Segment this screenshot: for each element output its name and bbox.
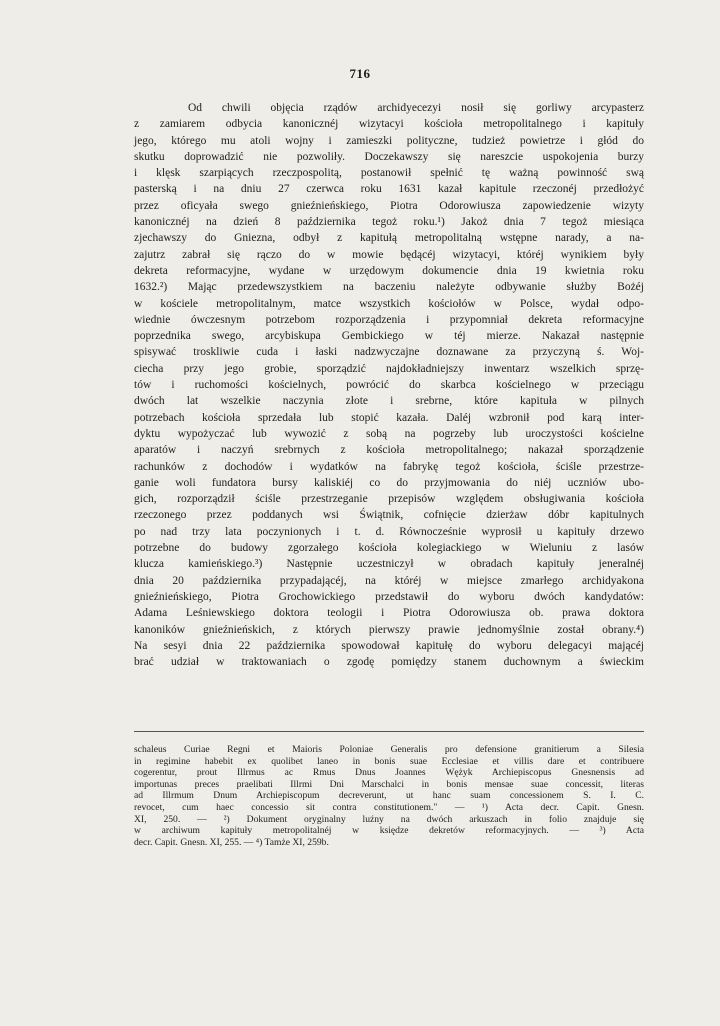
text-line: z zamiarem odbycia kanonicznéj wizytacyi kościoła metropolitalnego i kapituły bbox=[134, 118, 644, 131]
page-number: 716 bbox=[349, 66, 371, 81]
main-text bbox=[134, 100, 644, 670]
text-line: potrzebne do budowy zgorzałego kościoła kolegiackiego w Wieluniu z lasów bbox=[134, 542, 644, 555]
text-line: klucza kamieńskiego.³) Następnie uczestniczył w obradach kapituły jeneralnéj bbox=[134, 558, 644, 571]
text-line: zjechawszy do Gniezna, odbył z kapitułą metropolitalną wstępne narady, a na- bbox=[134, 232, 644, 245]
text-line: gnieźnieńskiego, Piotra Grochowickiego przedstawił do wyboru dwóch kandydatów: bbox=[134, 590, 644, 603]
text-line: tów i ruchomości kościelnych, powrócić do skarbca kościelnego w przeciągu bbox=[134, 379, 644, 392]
footnote-line: decr. Capit. Gnesn. XI, 255. — ⁴) Tamże XI, 259b. bbox=[134, 836, 329, 848]
text-line: dekreta reformacyjne, wydane w urzędowym dokumencie dnia 19 kwietnia roku bbox=[134, 264, 644, 277]
text-line: Od chwili objęcia rządów archidyecezyi nosił się gorliwy arcypasterz bbox=[188, 102, 644, 114]
text-line: brać udział w traktowaniach o zgodę pomiędzy stanem duchownym a świeckim bbox=[134, 656, 644, 669]
text-line: Adama Leśniewskiego doktora teologii i Piotra Odorowiusza ob. prawa doktora bbox=[134, 607, 644, 620]
text-line: poprzednika swego, arcybiskupa Gembickiego w téj mierze. Nakazał następnie bbox=[134, 330, 644, 343]
text-line: przez oficyała swego gnieźnieńskiego, Piotra Odorowiusza zapowiedzenie wizyty bbox=[134, 199, 644, 212]
footnote-line: importunas preces praelibati Illrmi Dni Marschalci in bonis mensae suae concessit, literas bbox=[134, 778, 644, 790]
text-line: pasterską i na dniu 27 czerwca roku 1631 kazał kapitule rzeczonéj przedłożyć bbox=[134, 183, 644, 196]
text-line: gich, rozporządził ściśle przestrzeganie przepisów względem obsługiwania kościoła bbox=[134, 493, 644, 506]
footnotes bbox=[134, 744, 644, 848]
text-line: wiednie ówczesnym potrzebom rozporządzenia i przypomniał dekreta reformacyjne bbox=[134, 313, 644, 326]
footnote-line: w archiwum kapituły metropolitalnéj w księdze dekretów reformacyjnych. — ³) Acta bbox=[134, 825, 644, 837]
text-line: aparatów i naczyń srebrnych z kościoła metropolitalnego; nakazał sporządzenie bbox=[134, 444, 644, 457]
text-line: spisywać troskliwie cuda i łaski nadzwyczajne doznawane za przyczyną ś. Woj- bbox=[134, 346, 644, 359]
text-line: ciecha przy jego grobie, sporządzić najdokładniejszy inwentarz wszelkich sprzę- bbox=[134, 362, 644, 375]
footnote-line: in regimine habebit ex quolibet laneo in bonis suae Ecclesiae et villis dare et contribuere bbox=[134, 755, 644, 767]
footnote-divider bbox=[134, 731, 644, 732]
text-line: skutku doprowadzić nie pozwoliły. Doczekawszy się nareszcie uspokojenia burzy bbox=[134, 150, 644, 163]
text-line: ganie woli fundatora bursy kaliskiéj co do przyjmowania do niéj uczniów ubo- bbox=[134, 476, 644, 489]
text-line: kanoników gnieźnieńskich, z których pierwszy prawie jednomyślnie został obrany.⁴) bbox=[134, 623, 644, 636]
text-line: 1632.²) Mając przedewszystkiem na baczeniu należyte odbywanie służby Bożéj bbox=[134, 281, 644, 294]
footnote-line: ad Illrmum Dnum Archiepiscopum decreverunt, ut hanc suam concessionem S. I. C. bbox=[134, 790, 644, 802]
footnote-line: XI, 250. — ²) Dokument oryginalny luźny na dwóch arkuszach in folio znajduje się bbox=[134, 813, 644, 825]
footnote-line: schaleus Curiae Regni et Maioris Poloniae Generalis pro defensione granitierum a Silesia bbox=[134, 744, 644, 755]
text-line: dnia 20 października przypadającéj, na któréj w miejsce zmarłego archidyakona bbox=[134, 574, 644, 587]
text-line: dyktu wypożyczać lub wywozić z sobą na pogrzeby lub uroczystości kościelne bbox=[134, 427, 644, 440]
footnote-line: revocet, cum haec concessio sit contra constitutionem." — ¹) Acta decr. Capit. Gnesn. bbox=[134, 801, 644, 813]
text-line: dwóch lat wszelkie naczynia złote i srebrne, które kapituła w pilnych bbox=[134, 395, 644, 408]
footnote-line: cogerentur, prout Illrmus ac Rmus Dnus Joannes Wężyk Archiepiscopus Gnesnensis ad bbox=[134, 767, 644, 779]
text-line: rachunków z dochodów i wydatków na fabrykę tegoż kościoła, ściśle przestrze- bbox=[134, 460, 644, 473]
text-line: zajutrz zabrał się rączo do w mowie będącéj wizytacyi, któréj wynikiem były bbox=[134, 248, 644, 261]
text-line: Na sesyi dnia 22 października spowodował kapitułę do wyboru delegacyi mającéj bbox=[134, 639, 644, 652]
text-line: potrzebach kościoła sprzedała lub stopić kazała. Daléj wzbronił pod karą inter- bbox=[134, 411, 644, 424]
text-line: rzeczonego przez poddanych wsi Świątnik, cofnięcie dzierżaw dóbr kapitulnych bbox=[134, 509, 644, 522]
text-line: w kościele metropolitalnym, matce wszystkich kościołów w Polsce, wydał odpo- bbox=[134, 297, 644, 310]
text-line: kanonicznéj na dzień 8 października tegoż roku.¹) Jakoż dnia 7 tegoż miesiąca bbox=[134, 216, 644, 229]
text-line: jego, którego mu atoli wojny i zamieszki polityczne, tudzież powietrze i głód do bbox=[134, 134, 644, 147]
text-line: po nad trzy lata poczynionych i t. d. Równocześnie wyprosił u kapituły drzewo bbox=[134, 525, 644, 538]
text-line: i klęsk szarpiących rzeczpospolitą, postanowił spełnić tę ważną powinność swą bbox=[134, 167, 644, 180]
